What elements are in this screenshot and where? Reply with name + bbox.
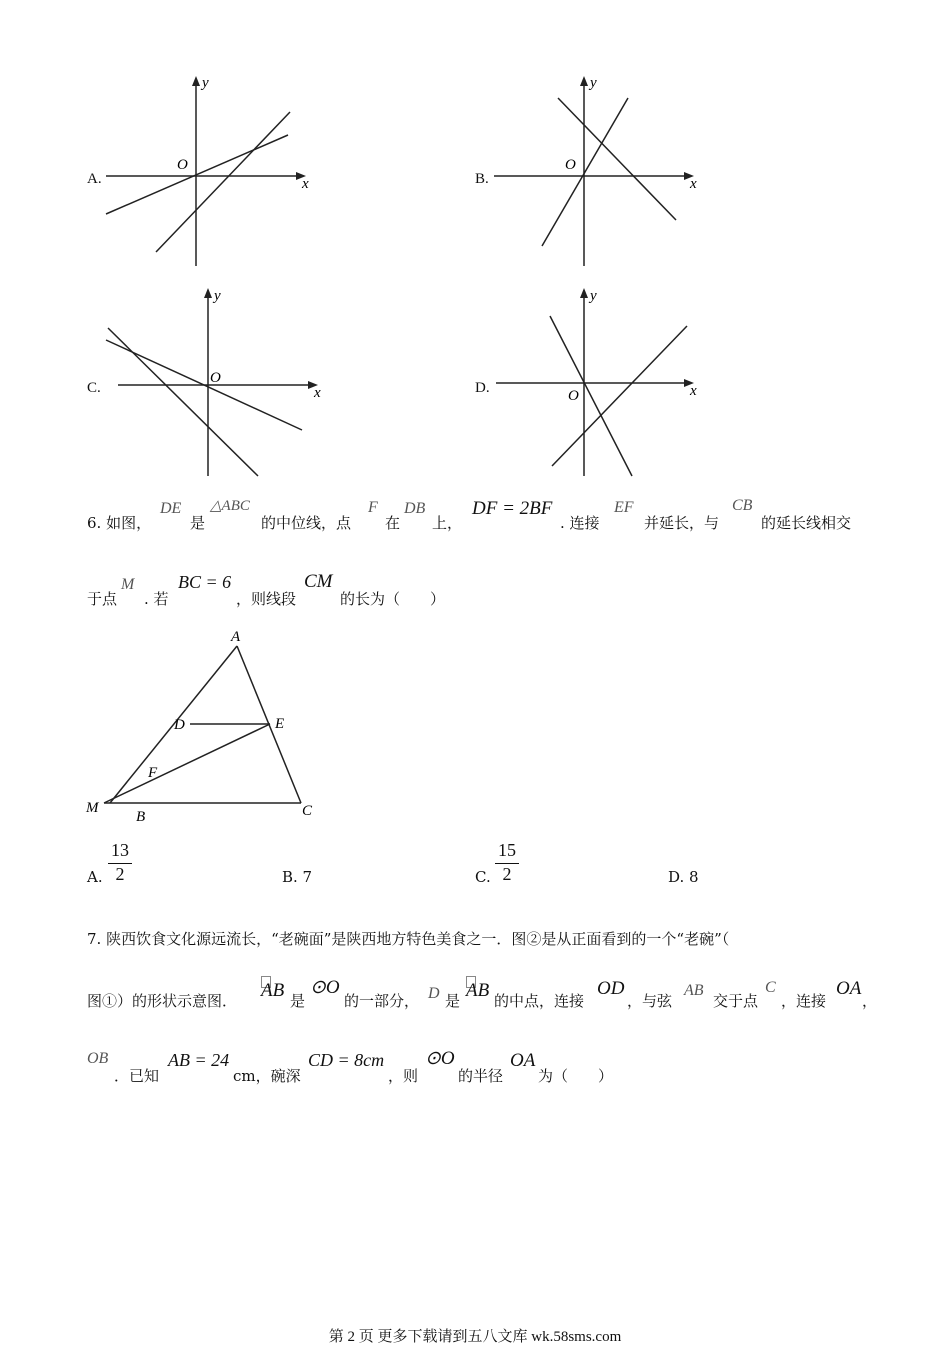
q6-option-a-fraction: 13 2 bbox=[108, 840, 132, 885]
svg-text:y: y bbox=[590, 75, 597, 91]
svg-text:F: F bbox=[148, 765, 158, 781]
svg-text:x: x bbox=[690, 383, 697, 399]
y-label: y bbox=[202, 75, 209, 91]
q6-option-c-fraction: 15 2 bbox=[495, 840, 519, 885]
line-2 bbox=[156, 112, 290, 252]
option-c-label: C. bbox=[87, 380, 101, 396]
option-d-label: D. bbox=[475, 380, 490, 396]
q6-option-a-label: A. bbox=[87, 868, 103, 886]
q7-ab-length: AB = 24 bbox=[168, 1050, 230, 1070]
svg-text:B: B bbox=[136, 809, 146, 825]
svg-text:M: M bbox=[86, 800, 99, 816]
q6-condition: DF = 2BF bbox=[472, 498, 553, 519]
q6-triangle-abc: △ABC bbox=[210, 498, 250, 514]
q6-DE: DE bbox=[160, 500, 182, 517]
y-arrow bbox=[192, 76, 200, 86]
svg-text:A: A bbox=[231, 629, 241, 645]
q7-line1: 7. 陕西饮食文化源远流长，“老碗面”是陕西地方特色美食之一．图②是从正面看到的一个“老碗”（ bbox=[87, 930, 730, 948]
svg-text:O: O bbox=[568, 388, 579, 404]
graph-option-b bbox=[488, 70, 708, 275]
q6-bc-value: BC = 6 bbox=[178, 572, 232, 592]
graph-option-a bbox=[100, 70, 320, 275]
svg-text:O: O bbox=[565, 157, 576, 173]
q6-triangle-figure bbox=[80, 622, 330, 832]
origin-label: O bbox=[177, 157, 188, 173]
svg-text:E: E bbox=[275, 716, 285, 732]
svg-text:y: y bbox=[590, 288, 597, 304]
line-1 bbox=[108, 328, 258, 476]
q7-cd-depth: CD = 8cm bbox=[308, 1050, 385, 1070]
option-b-label: B. bbox=[475, 171, 489, 187]
q6-option-b: B. 7 bbox=[282, 868, 313, 886]
q6-option-c-label: C. bbox=[475, 868, 491, 886]
svg-text:x: x bbox=[690, 176, 697, 192]
q7-circle-o: ⊙O bbox=[310, 977, 340, 998]
line-2 bbox=[542, 98, 628, 246]
x-label: x bbox=[302, 176, 309, 192]
q6-option-d: D. 8 bbox=[668, 868, 699, 886]
graph-option-c bbox=[100, 280, 330, 485]
svg-text:y: y bbox=[214, 288, 221, 304]
q7-arc-ab: AB bbox=[261, 980, 285, 1001]
page-footer: 第 2 页 更多下载请到五八文库 wk.58sms.com bbox=[328, 1329, 622, 1345]
q6-number: 6. 如图， bbox=[87, 514, 152, 532]
svg-text:O: O bbox=[210, 370, 221, 386]
svg-text:C: C bbox=[302, 803, 313, 819]
segment-me bbox=[104, 724, 270, 803]
graph-option-d bbox=[488, 280, 708, 485]
svg-text:x: x bbox=[314, 385, 321, 401]
svg-text:D: D bbox=[174, 717, 185, 733]
line-1 bbox=[106, 135, 288, 214]
option-a-label: A. bbox=[87, 171, 102, 187]
